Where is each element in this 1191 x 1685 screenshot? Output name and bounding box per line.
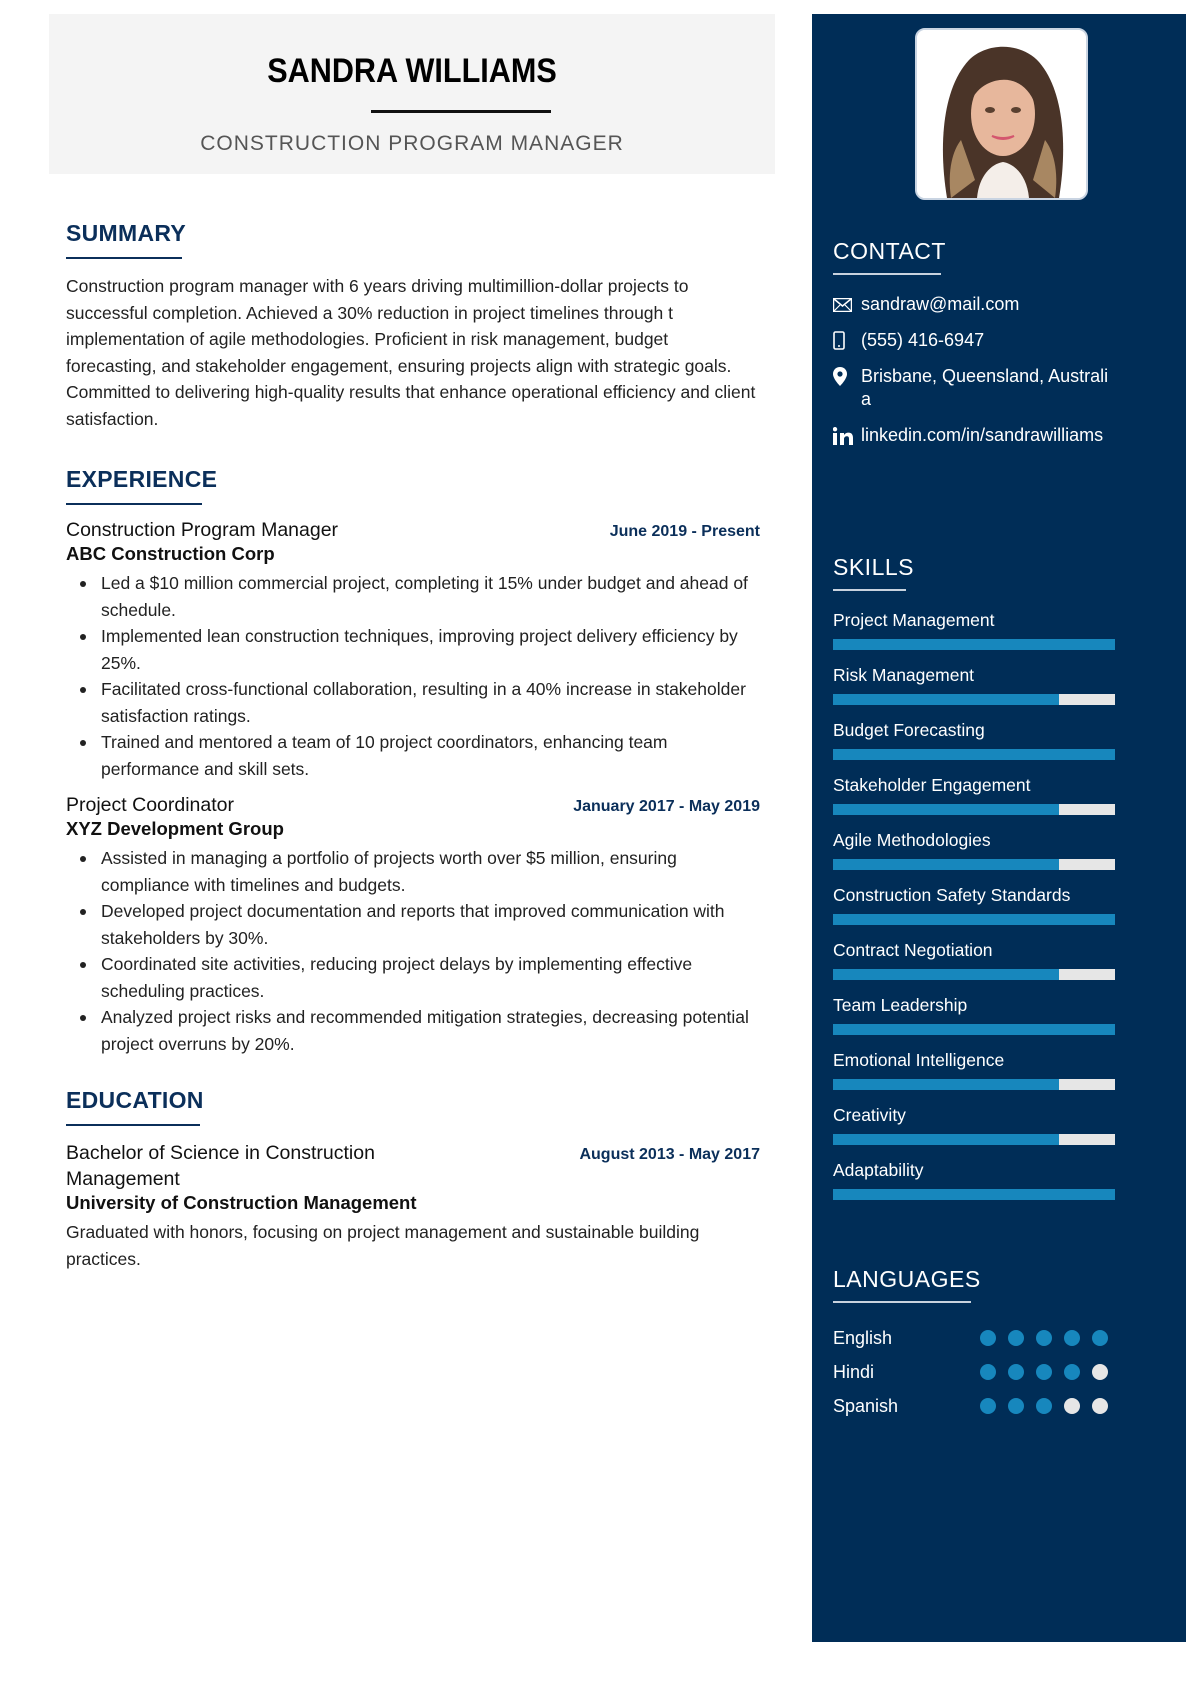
skill-level-bar [833,914,1115,925]
skill-item [833,1159,1163,1200]
languages-heading: LANGUAGES [833,1266,1163,1303]
skill-level-fill [833,639,1115,650]
skill-level-fill [833,859,1059,870]
skill-item [833,1104,1163,1145]
skill-name: Team Leadership [833,995,968,1015]
language-item [833,1389,1163,1423]
rating-dot-filled [1008,1398,1024,1414]
skill-name: Project Management [833,610,995,630]
skill-level-bar [833,804,1115,815]
header [49,14,775,174]
profile-photo [915,28,1088,200]
rating-dot-filled [980,1398,996,1414]
language-item [833,1355,1163,1389]
experience-heading: EXPERIENCE [66,466,760,505]
contact-email[interactable] [833,293,1163,316]
location-pin-icon [833,365,861,388]
skill-item [833,939,1163,980]
language-name: English [833,1327,893,1348]
skills-section [833,554,1163,1214]
phone-text: (555) 416-6947 [861,330,985,350]
skill-level-fill [833,804,1059,815]
envelope-icon [833,293,861,316]
rating-dot-filled [1008,1364,1024,1380]
school-name: University of Construction Management [66,1192,417,1213]
rating-dot-filled [1092,1330,1108,1346]
sidebar [812,14,1186,1642]
language-rating [980,1364,1108,1380]
rating-dot-filled [980,1364,996,1380]
candidate-name: SANDRA WILLIAMS [267,52,557,90]
contact-phone[interactable] [833,329,1163,352]
skill-item [833,719,1163,760]
skill-name: Stakeholder Engagement [833,775,1031,795]
email-text: sandraw@mail.com [861,294,1020,314]
job-title-heading: CONSTRUCTION PROGRAM MANAGER [200,132,624,155]
rating-dot-empty [1092,1398,1108,1414]
summary-heading: SUMMARY [66,220,760,259]
main-column [66,220,760,1306]
skill-item [833,994,1163,1035]
summary-section [66,220,760,432]
languages-section [833,1266,1163,1423]
bullet-item: Led a $10 million commercial project, completing it 15% under budget and ahead of schedule. [66,570,760,623]
rating-dot-filled [1036,1398,1052,1414]
skill-level-bar [833,1134,1115,1145]
skill-item [833,664,1163,705]
rating-dot-empty [1092,1364,1108,1380]
job-entry [66,519,760,782]
skill-level-bar [833,694,1115,705]
phone-icon [833,329,861,352]
bullet-item: Assisted in managing a portfolio of projects worth over $5 million, ensuring compliance with timelines and budgets. [66,845,760,898]
job-dates: June 2019 - Present [609,523,760,540]
bullet-item: Developed project documentation and reports that improved communication with stakeholders by 30%. [66,898,760,951]
bullet-item: Analyzed project risks and recommended mitigation strategies, decreasing potential project overruns by 20%. [66,1004,760,1057]
linkedin-icon [833,424,861,447]
skill-item [833,829,1163,870]
language-rating [980,1398,1108,1414]
skills-heading: SKILLS [833,554,1163,591]
skill-name: Emotional Intelligence [833,1050,1005,1070]
education-description: Graduated with honors, focusing on project management and sustainable building practices. [66,1222,700,1269]
skill-item [833,774,1163,815]
skill-level-fill [833,914,1115,925]
skill-level-bar [833,1024,1115,1035]
skill-level-fill [833,749,1115,760]
skill-level-fill [833,1189,1115,1200]
language-item [833,1321,1163,1355]
education-heading: EDUCATION [66,1087,760,1126]
job-title: Project Coordinator [66,794,234,816]
education-dates: August 2013 - May 2017 [579,1146,760,1163]
languages-list [833,1321,1163,1423]
skills-list [833,609,1163,1200]
skill-level-fill [833,969,1059,980]
bullet-item: Trained and mentored a team of 10 project coordinators, enhancing team performance and skill sets. [66,729,760,782]
job-bullets [66,845,760,1057]
rating-dot-filled [1064,1364,1080,1380]
portrait-image [917,30,1086,198]
contact-section [833,238,1163,460]
job-title: Construction Program Manager [66,519,339,541]
contact-linkedin[interactable] [833,424,1163,447]
rating-dot-empty [1064,1398,1080,1414]
skill-level-bar [833,859,1115,870]
rating-dot-filled [1036,1330,1052,1346]
skill-level-bar [833,639,1115,650]
location-text: Brisbane, Queensland, Australia [861,366,1109,409]
name-divider [371,110,551,113]
skill-level-bar [833,1079,1115,1090]
skill-name: Budget Forecasting [833,720,985,740]
skill-name: Construction Safety Standards [833,885,1071,905]
skill-level-fill [833,1079,1059,1090]
language-name: Hindi [833,1361,875,1382]
job-bullets [66,570,760,782]
rating-dot-filled [980,1330,996,1346]
experience-section [66,466,760,1057]
skill-item [833,1049,1163,1090]
skill-level-bar [833,1189,1115,1200]
skill-name: Creativity [833,1105,906,1125]
job-entry [66,794,760,1057]
bullet-item: Implemented lean construction techniques, improving project delivery efficiency by 25%. [66,623,760,676]
skill-item [833,609,1163,650]
job-company: ABC Construction Corp [66,543,275,564]
education-section [66,1087,760,1272]
language-name: Spanish [833,1395,899,1416]
bullet-item: Facilitated cross-functional collaboration, resulting in a 40% increase in stakeholder satisfaction ratings. [66,676,760,729]
skill-name: Adaptability [833,1160,924,1180]
job-dates: January 2017 - May 2019 [573,798,760,815]
rating-dot-filled [1036,1364,1052,1380]
degree-title: Bachelor of Science in Construction Management [66,1142,375,1190]
skill-name: Agile Methodologies [833,830,991,850]
bullet-item: Coordinated site activities, reducing project delays by implementing effective scheduling practices. [66,951,760,1004]
rating-dot-filled [1064,1330,1080,1346]
skill-item [833,884,1163,925]
skill-level-fill [833,1024,1115,1035]
skill-name: Risk Management [833,665,975,685]
skill-level-bar [833,969,1115,980]
linkedin-text: linkedin.com/in/sandrawilliams [861,425,1104,445]
language-rating [980,1330,1108,1346]
rating-dot-filled [1008,1330,1024,1346]
summary-text: Construction program manager with 6 years driving multimillion-dollar projects to successful completion. Achieved a 30% reduction in project timelines through t implementation of agile methodologies. Proficient in risk management, budget forecasting, and stakeholder engagement, ensuring projects align with strategic goals. Committed to delivering high-quality results that enhance operational efficiency and client satisfaction. [66,276,756,429]
skill-level-fill [833,694,1059,705]
job-company: XYZ Development Group [66,818,284,839]
skill-level-fill [833,1134,1059,1145]
skill-name: Contract Negotiation [833,940,993,960]
skill-level-bar [833,749,1115,760]
contact-heading: CONTACT [833,238,1163,275]
contact-location [833,365,1163,411]
